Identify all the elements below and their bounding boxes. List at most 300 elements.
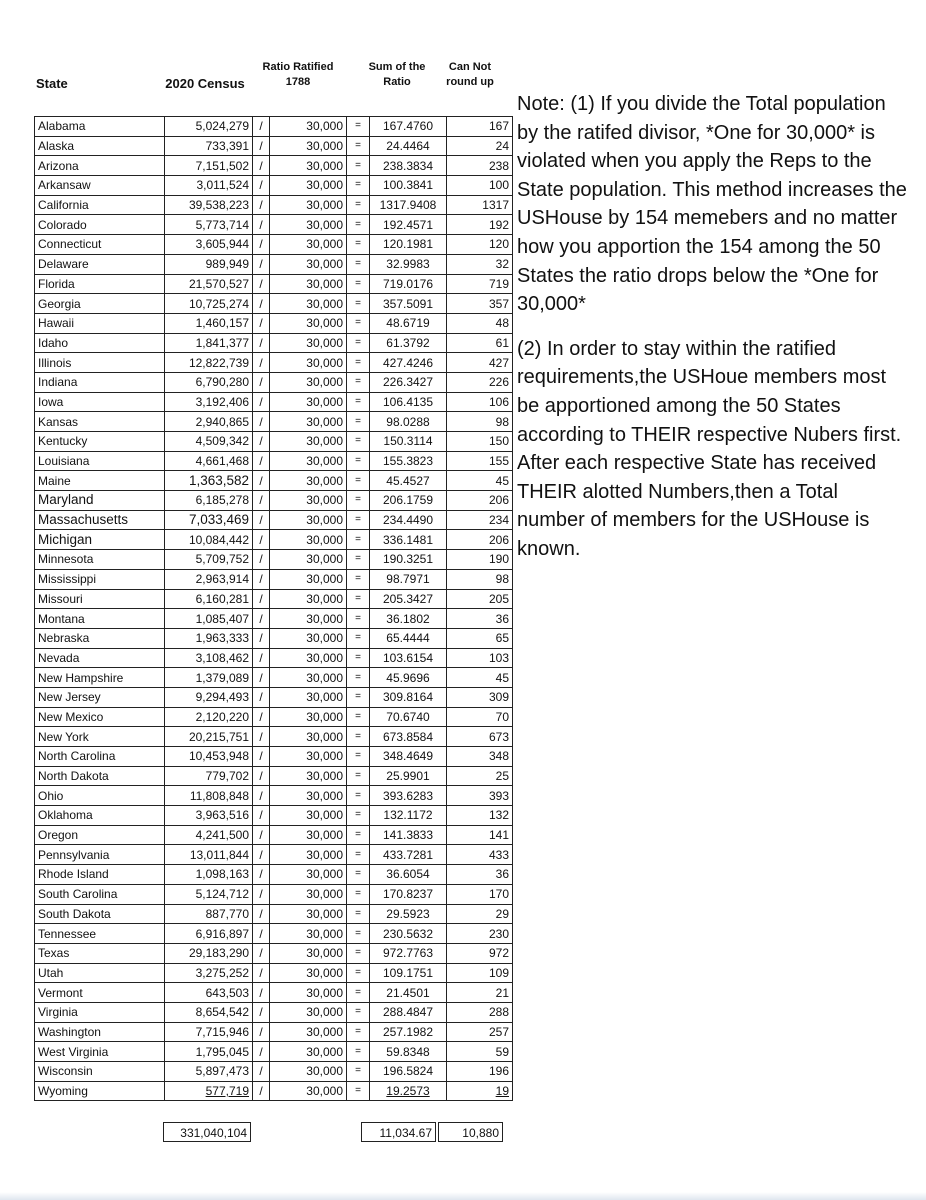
reps-cell: 36: [447, 865, 513, 885]
equals-symbol: =: [347, 648, 370, 668]
reps-cell: 230: [447, 924, 513, 944]
ratio-cell: 32.9983: [370, 254, 447, 274]
population-cell: 1,363,582: [165, 471, 253, 491]
census-table: [34, 116, 513, 1101]
equals-symbol: =: [347, 1042, 370, 1062]
state-cell: Florida: [35, 274, 165, 294]
ratio-cell: 132.1172: [370, 806, 447, 826]
table-row: [35, 845, 513, 865]
reps-cell: 109: [447, 963, 513, 983]
divide-symbol: /: [253, 550, 270, 570]
equals-symbol: =: [347, 1081, 370, 1101]
population-cell: 10,453,948: [165, 747, 253, 767]
population-cell: 989,949: [165, 254, 253, 274]
table-row: [35, 707, 513, 727]
header-sum-ratio-line1: Sum of the: [368, 61, 426, 73]
state-cell: Maryland: [35, 491, 165, 511]
table-row: [35, 766, 513, 786]
equals-symbol: =: [347, 412, 370, 432]
divide-symbol: /: [253, 786, 270, 806]
reps-cell: 45: [447, 471, 513, 491]
divide-symbol: /: [253, 648, 270, 668]
header-sum-ratio-line2: Ratio: [383, 76, 411, 88]
equals-symbol: =: [347, 1002, 370, 1022]
ratio-cell: 48.6719: [370, 313, 447, 333]
equals-symbol: =: [347, 471, 370, 491]
reps-cell: 155: [447, 451, 513, 471]
total-reps: 10,880: [438, 1122, 503, 1142]
population-cell: 6,185,278: [165, 491, 253, 511]
population-cell: 643,503: [165, 983, 253, 1003]
population-cell: 3,011,524: [165, 176, 253, 196]
population-cell: 21,570,527: [165, 274, 253, 294]
equals-symbol: =: [347, 727, 370, 747]
divisor-cell: 30,000: [270, 1002, 347, 1022]
divide-symbol: /: [253, 825, 270, 845]
state-cell: Wyoming: [35, 1081, 165, 1101]
ratio-cell: 972.7763: [370, 943, 447, 963]
population-cell: 1,460,157: [165, 313, 253, 333]
equals-symbol: =: [347, 136, 370, 156]
divisor-cell: 30,000: [270, 963, 347, 983]
population-cell: 733,391: [165, 136, 253, 156]
state-cell: Rhode Island: [35, 865, 165, 885]
table-row: [35, 865, 513, 885]
divide-symbol: /: [253, 569, 270, 589]
header-ratio-ratified-line1: Ratio Ratified: [262, 61, 334, 73]
equals-symbol: =: [347, 806, 370, 826]
state-cell: Missouri: [35, 589, 165, 609]
ratio-cell: 155.3823: [370, 451, 447, 471]
ratio-cell: 61.3792: [370, 333, 447, 353]
divide-symbol: /: [253, 963, 270, 983]
table-row: [35, 1081, 513, 1101]
equals-symbol: =: [347, 117, 370, 137]
table-row: [35, 313, 513, 333]
table-row: [35, 550, 513, 570]
divisor-cell: 30,000: [270, 254, 347, 274]
state-cell: Hawaii: [35, 313, 165, 333]
ratio-cell: 19.2573: [370, 1081, 447, 1101]
state-cell: South Dakota: [35, 904, 165, 924]
population-cell: 1,795,045: [165, 1042, 253, 1062]
table-row: [35, 1042, 513, 1062]
ratio-cell: 205.3427: [370, 589, 447, 609]
state-cell: Utah: [35, 963, 165, 983]
reps-cell: 32: [447, 254, 513, 274]
reps-cell: 150: [447, 432, 513, 452]
divide-symbol: /: [253, 294, 270, 314]
table-row: [35, 510, 513, 530]
divisor-cell: 30,000: [270, 569, 347, 589]
equals-symbol: =: [347, 274, 370, 294]
population-cell: 7,151,502: [165, 156, 253, 176]
ratio-cell: 192.4571: [370, 215, 447, 235]
ratio-cell: 150.3114: [370, 432, 447, 452]
divisor-cell: 30,000: [270, 235, 347, 255]
reps-cell: 170: [447, 884, 513, 904]
ratio-cell: 238.3834: [370, 156, 447, 176]
population-cell: 4,661,468: [165, 451, 253, 471]
divide-symbol: /: [253, 687, 270, 707]
equals-symbol: =: [347, 195, 370, 215]
table-row: [35, 747, 513, 767]
ratio-cell: 393.6283: [370, 786, 447, 806]
note-2: (2) In order to stay within the ratified requirements,the USHoue members most be apportioned among the 50 States according to THEIR respective Nubers first. After each respective State has received THEIR alotted Numbers,then a Total number of members for the USHouse is known.: [517, 337, 902, 560]
state-cell: New Jersey: [35, 687, 165, 707]
ratio-cell: 167.4760: [370, 117, 447, 137]
divide-symbol: /: [253, 156, 270, 176]
equals-symbol: =: [347, 589, 370, 609]
ratio-cell: 59.8348: [370, 1042, 447, 1062]
table-row: [35, 648, 513, 668]
divisor-cell: 30,000: [270, 353, 347, 373]
equals-symbol: =: [347, 254, 370, 274]
divide-symbol: /: [253, 904, 270, 924]
reps-cell: 103: [447, 648, 513, 668]
population-cell: 2,120,220: [165, 707, 253, 727]
divisor-cell: 30,000: [270, 747, 347, 767]
state-cell: Maine: [35, 471, 165, 491]
state-cell: Pennsylvania: [35, 845, 165, 865]
divide-symbol: /: [253, 707, 270, 727]
population-cell: 2,963,914: [165, 569, 253, 589]
state-cell: Mississippi: [35, 569, 165, 589]
header-cannot-round: [438, 60, 502, 90]
table-row: [35, 372, 513, 392]
equals-symbol: =: [347, 333, 370, 353]
table-row: [35, 569, 513, 589]
equals-symbol: =: [347, 943, 370, 963]
table-row: [35, 609, 513, 629]
state-cell: Texas: [35, 943, 165, 963]
equals-symbol: =: [347, 963, 370, 983]
divisor-cell: 30,000: [270, 333, 347, 353]
equals-symbol: =: [347, 569, 370, 589]
table-row: [35, 432, 513, 452]
reps-cell: 393: [447, 786, 513, 806]
reps-cell: 226: [447, 372, 513, 392]
divide-symbol: /: [253, 766, 270, 786]
ratio-cell: 45.9696: [370, 668, 447, 688]
divisor-cell: 30,000: [270, 845, 347, 865]
state-cell: New York: [35, 727, 165, 747]
ratio-cell: 336.1481: [370, 530, 447, 550]
reps-cell: 433: [447, 845, 513, 865]
state-cell: Illinois: [35, 353, 165, 373]
table-row: [35, 983, 513, 1003]
table-row: [35, 215, 513, 235]
ratio-cell: 36.6054: [370, 865, 447, 885]
equals-symbol: =: [347, 294, 370, 314]
divide-symbol: /: [253, 727, 270, 747]
divide-symbol: /: [253, 412, 270, 432]
header-census: 2020 Census: [165, 76, 245, 91]
divide-symbol: /: [253, 884, 270, 904]
reps-cell: 357: [447, 294, 513, 314]
divide-symbol: /: [253, 117, 270, 137]
state-cell: Oklahoma: [35, 806, 165, 826]
table-row: [35, 1022, 513, 1042]
state-cell: Wisconsin: [35, 1062, 165, 1082]
header-ratio-ratified: [258, 60, 338, 90]
reps-cell: 238: [447, 156, 513, 176]
divide-symbol: /: [253, 392, 270, 412]
divide-symbol: /: [253, 176, 270, 196]
reps-cell: 98: [447, 569, 513, 589]
ratio-cell: 21.4501: [370, 983, 447, 1003]
population-cell: 3,605,944: [165, 235, 253, 255]
divide-symbol: /: [253, 628, 270, 648]
divisor-cell: 30,000: [270, 491, 347, 511]
divisor-cell: 30,000: [270, 648, 347, 668]
state-cell: Georgia: [35, 294, 165, 314]
ratio-cell: 120.1981: [370, 235, 447, 255]
equals-symbol: =: [347, 865, 370, 885]
divide-symbol: /: [253, 530, 270, 550]
notes-panel: [517, 90, 907, 580]
divide-symbol: /: [253, 254, 270, 274]
divisor-cell: 30,000: [270, 372, 347, 392]
equals-symbol: =: [347, 707, 370, 727]
divide-symbol: /: [253, 806, 270, 826]
state-cell: South Carolina: [35, 884, 165, 904]
population-cell: 1,963,333: [165, 628, 253, 648]
table-row: [35, 687, 513, 707]
state-cell: North Carolina: [35, 747, 165, 767]
state-cell: Kentucky: [35, 432, 165, 452]
table-row: [35, 491, 513, 511]
population-cell: 7,715,946: [165, 1022, 253, 1042]
equals-symbol: =: [347, 1062, 370, 1082]
equals-symbol: =: [347, 668, 370, 688]
population-cell: 12,822,739: [165, 353, 253, 373]
reps-cell: 106: [447, 392, 513, 412]
divisor-cell: 30,000: [270, 117, 347, 137]
state-cell: Nebraska: [35, 628, 165, 648]
divisor-cell: 30,000: [270, 1081, 347, 1101]
table-row: [35, 589, 513, 609]
reps-cell: 257: [447, 1022, 513, 1042]
reps-cell: 98: [447, 412, 513, 432]
divide-symbol: /: [253, 668, 270, 688]
header-state: State: [36, 76, 68, 91]
divide-symbol: /: [253, 353, 270, 373]
reps-cell: 673: [447, 727, 513, 747]
census-table-body: [35, 117, 513, 1101]
table-row: [35, 333, 513, 353]
table-row: [35, 274, 513, 294]
population-cell: 13,011,844: [165, 845, 253, 865]
divide-symbol: /: [253, 943, 270, 963]
table-row: [35, 806, 513, 826]
ratio-cell: 170.8237: [370, 884, 447, 904]
equals-symbol: =: [347, 747, 370, 767]
population-cell: 2,940,865: [165, 412, 253, 432]
state-cell: New Hampshire: [35, 668, 165, 688]
table-row: [35, 294, 513, 314]
reps-cell: 59: [447, 1042, 513, 1062]
reps-cell: 100: [447, 176, 513, 196]
state-cell: Louisiana: [35, 451, 165, 471]
reps-cell: 25: [447, 766, 513, 786]
population-cell: 3,963,516: [165, 806, 253, 826]
population-cell: 3,275,252: [165, 963, 253, 983]
divide-symbol: /: [253, 510, 270, 530]
reps-cell: 70: [447, 707, 513, 727]
population-cell: 577,719: [165, 1081, 253, 1101]
divisor-cell: 30,000: [270, 156, 347, 176]
reps-cell: 120: [447, 235, 513, 255]
header-ratio-ratified-line2: 1788: [285, 76, 311, 88]
ratio-cell: 24.4464: [370, 136, 447, 156]
ratio-cell: 226.3427: [370, 372, 447, 392]
population-cell: 5,709,752: [165, 550, 253, 570]
ratio-cell: 196.5824: [370, 1062, 447, 1082]
header-cannot-line2: round up: [446, 76, 494, 88]
state-cell: North Dakota: [35, 766, 165, 786]
divide-symbol: /: [253, 845, 270, 865]
population-cell: 7,033,469: [165, 510, 253, 530]
divide-symbol: /: [253, 215, 270, 235]
equals-symbol: =: [347, 687, 370, 707]
divide-symbol: /: [253, 1081, 270, 1101]
state-cell: Michigan: [35, 530, 165, 550]
divide-symbol: /: [253, 432, 270, 452]
equals-symbol: =: [347, 510, 370, 530]
population-cell: 1,379,089: [165, 668, 253, 688]
divisor-cell: 30,000: [270, 451, 347, 471]
equals-symbol: =: [347, 156, 370, 176]
reps-cell: 190: [447, 550, 513, 570]
table-row: [35, 195, 513, 215]
divisor-cell: 30,000: [270, 530, 347, 550]
equals-symbol: =: [347, 845, 370, 865]
ratio-cell: 98.7971: [370, 569, 447, 589]
state-cell: Idaho: [35, 333, 165, 353]
divisor-cell: 30,000: [270, 176, 347, 196]
table-row: [35, 727, 513, 747]
state-cell: Indiana: [35, 372, 165, 392]
divide-symbol: /: [253, 333, 270, 353]
equals-symbol: =: [347, 924, 370, 944]
reps-cell: 206: [447, 491, 513, 511]
table-row: [35, 471, 513, 491]
ratio-cell: 673.8584: [370, 727, 447, 747]
population-cell: 6,916,897: [165, 924, 253, 944]
ratio-cell: 65.4444: [370, 628, 447, 648]
equals-symbol: =: [347, 176, 370, 196]
state-cell: Alabama: [35, 117, 165, 137]
table-row: [35, 530, 513, 550]
divide-symbol: /: [253, 609, 270, 629]
population-cell: 5,124,712: [165, 884, 253, 904]
table-row: [35, 668, 513, 688]
equals-symbol: =: [347, 825, 370, 845]
reps-cell: 234: [447, 510, 513, 530]
divide-symbol: /: [253, 1022, 270, 1042]
divide-symbol: /: [253, 235, 270, 255]
divide-symbol: /: [253, 372, 270, 392]
ratio-cell: 309.8164: [370, 687, 447, 707]
divisor-cell: 30,000: [270, 865, 347, 885]
ratio-cell: 206.1759: [370, 491, 447, 511]
divisor-cell: 30,000: [270, 983, 347, 1003]
reps-cell: 196: [447, 1062, 513, 1082]
population-cell: 887,770: [165, 904, 253, 924]
divisor-cell: 30,000: [270, 609, 347, 629]
divide-symbol: /: [253, 1042, 270, 1062]
divide-symbol: /: [253, 195, 270, 215]
divisor-cell: 30,000: [270, 136, 347, 156]
ratio-cell: 25.9901: [370, 766, 447, 786]
reps-cell: 45: [447, 668, 513, 688]
divide-symbol: /: [253, 1062, 270, 1082]
equals-symbol: =: [347, 904, 370, 924]
table-row: [35, 904, 513, 924]
table-row: [35, 176, 513, 196]
state-cell: Montana: [35, 609, 165, 629]
state-cell: Tennessee: [35, 924, 165, 944]
state-cell: Delaware: [35, 254, 165, 274]
population-cell: 10,725,274: [165, 294, 253, 314]
population-cell: 3,192,406: [165, 392, 253, 412]
divisor-cell: 30,000: [270, 1042, 347, 1062]
divide-symbol: /: [253, 451, 270, 471]
population-cell: 11,808,848: [165, 786, 253, 806]
divisor-cell: 30,000: [270, 215, 347, 235]
equals-symbol: =: [347, 235, 370, 255]
table-row: [35, 1062, 513, 1082]
divisor-cell: 30,000: [270, 412, 347, 432]
equals-symbol: =: [347, 983, 370, 1003]
state-cell: Ohio: [35, 786, 165, 806]
divisor-cell: 30,000: [270, 313, 347, 333]
equals-symbol: =: [347, 372, 370, 392]
divide-symbol: /: [253, 589, 270, 609]
population-cell: 29,183,290: [165, 943, 253, 963]
reps-cell: 348: [447, 747, 513, 767]
reps-cell: 21: [447, 983, 513, 1003]
reps-cell: 206: [447, 530, 513, 550]
population-cell: 5,024,279: [165, 117, 253, 137]
divisor-cell: 30,000: [270, 294, 347, 314]
ratio-cell: 45.4527: [370, 471, 447, 491]
population-cell: 4,241,500: [165, 825, 253, 845]
reps-cell: 29: [447, 904, 513, 924]
ratio-cell: 100.3841: [370, 176, 447, 196]
population-cell: 10,084,442: [165, 530, 253, 550]
ratio-cell: 230.5632: [370, 924, 447, 944]
equals-symbol: =: [347, 530, 370, 550]
state-cell: Colorado: [35, 215, 165, 235]
table-row: [35, 392, 513, 412]
divide-symbol: /: [253, 983, 270, 1003]
state-cell: West Virginia: [35, 1042, 165, 1062]
total-population: 331,040,104: [163, 1122, 251, 1142]
ratio-cell: 190.3251: [370, 550, 447, 570]
reps-cell: 1317: [447, 195, 513, 215]
reps-cell: 36: [447, 609, 513, 629]
population-cell: 1,841,377: [165, 333, 253, 353]
table-row: [35, 412, 513, 432]
equals-symbol: =: [347, 550, 370, 570]
state-cell: Iowa: [35, 392, 165, 412]
divisor-cell: 30,000: [270, 884, 347, 904]
ratio-cell: 257.1982: [370, 1022, 447, 1042]
table-row: [35, 451, 513, 471]
population-cell: 5,773,714: [165, 215, 253, 235]
